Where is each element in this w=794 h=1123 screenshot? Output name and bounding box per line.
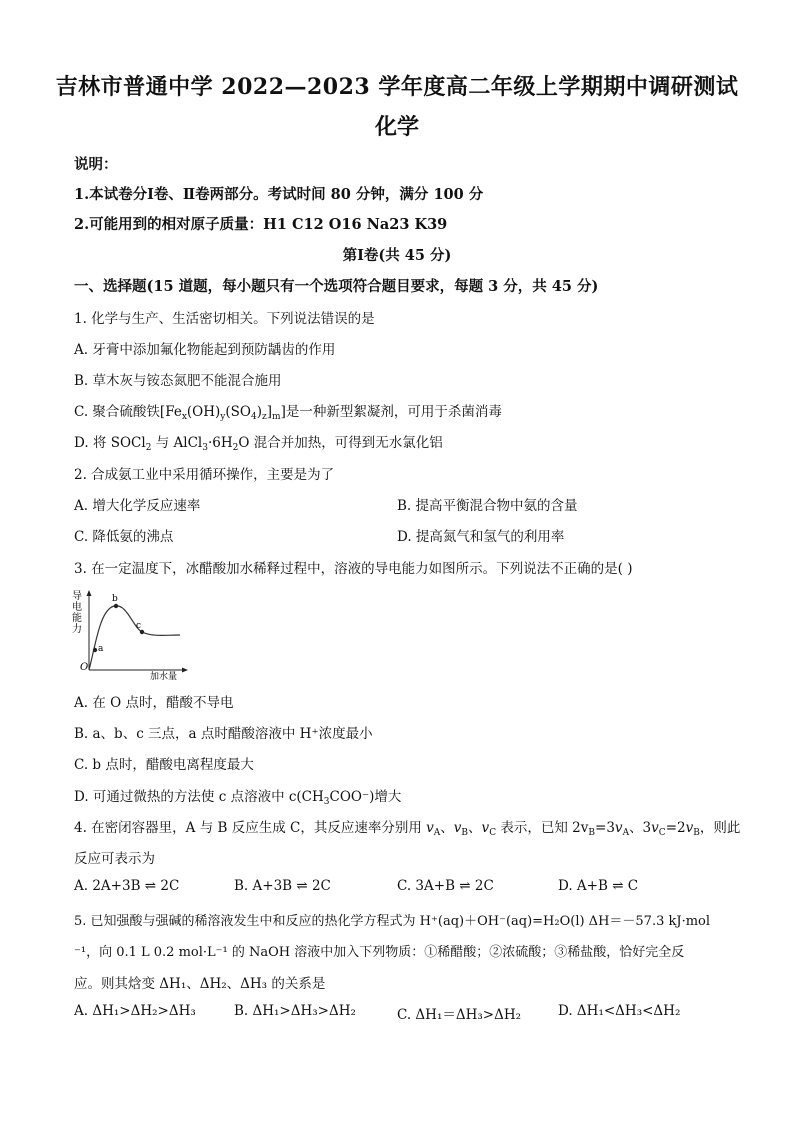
q5-option-c: C. ΔH₁＝ΔH₃>ΔH₂: [397, 1007, 522, 1023]
q2-option-b: B. 提高平衡混合物中氨的含量: [397, 498, 578, 514]
graph-label-c: c: [136, 621, 142, 631]
conductivity-graph: [72, 588, 192, 680]
part1-instruction: 一、选择题(15 道题，每小题只有一个选项符合题目要求，每题 3 分，共 45 分): [74, 278, 599, 295]
q2-option-c: C. 降低氨的沸点: [74, 529, 174, 545]
q5-stem: 5. 已知强酸与强碱的稀溶液发生中和反应的热化学方程式为 H⁺(aq)＋OH⁻(aq)=H₂O(l) ΔH＝－57.3 kJ·mol: [74, 914, 711, 929]
graph-point-a: [93, 648, 97, 652]
q3-option-a: A. 在 O 点时，醋酸不导电: [74, 695, 234, 711]
q5-option-d: D. ΔH₁<ΔH₃<ΔH₂: [558, 1003, 681, 1019]
graph-ylabel-4: 力: [72, 624, 82, 635]
notes-heading: 说明：: [74, 156, 118, 173]
graph-label-b: b: [112, 594, 118, 604]
graph-ylabel-1: 导: [72, 591, 82, 602]
graph-xlabel: 加水量: [150, 672, 178, 680]
q4-option-c: C. 3A+B ⇌ 2C: [397, 878, 494, 894]
q3-option-d: D. 可通过微热的方法使 c 点溶液中 $c(CH_3COO^-)$增大: [74, 789, 402, 807]
q4-stem: 4. 在密闭容器里，A 与 B 反应生成 C，其反应速率分别用 $v_A$、$v_B$、$v_C$ 表示，已知 $2v_B=3v_A$、$3v_C=2v_B$，则此: [74, 820, 741, 838]
q1-stem: 1. 化学与生产、生活密切相关。下列说法错误的是: [74, 311, 375, 327]
exam-subject: 化学: [374, 114, 419, 140]
q1-option-b: B. 草木灰与铵态氮肥不能混合施用: [74, 373, 282, 389]
q1-option-a: A. 牙膏中添加氟化物能起到预防龋齿的作用: [74, 342, 336, 358]
q5-line2: ⁻¹，向 0.1 L 0.2 mol·L⁻¹ 的 NaOH 溶液中加入下列物质：①稀醋酸；②浓硫酸；③稀盐酸，恰好完全反: [74, 945, 685, 960]
q5-line3: 应。则其焓变 ΔH₁、ΔH₂、ΔH₃ 的关系是: [74, 976, 326, 992]
q1-option-c: C. 聚合硫酸铁$[Fe_x(OH)_y(SO_4)_z]_m$]是一种新型絮凝剂，可用于杀菌消毒: [74, 404, 502, 422]
graph-point-b: [114, 604, 118, 608]
q2-option-d: D. 提高氮气和氢气的利用率: [397, 529, 565, 545]
q5-option-a: A. ΔH₁>ΔH₂>ΔH₃: [74, 1003, 196, 1019]
q3-stem: 3. 在一定温度下，冰醋酸加水稀释过程中，溶液的导电能力如图所示。下列说法不正确的是( ): [74, 561, 633, 577]
graph-ylabel-2: 电: [72, 602, 82, 613]
part1-title: 第Ⅰ卷(共 45 分): [342, 247, 452, 264]
q1-option-d: D. 将 SOCl$_2$ 与 $AlCl_3\cdot 6H_2O$ 混合并加热，可得到无水氯化铝: [74, 435, 443, 453]
q3-option-b: B. a、b、c 三点，a 点时醋酸溶液中 H⁺浓度最小: [74, 726, 373, 742]
q3-option-c: C. b 点时，醋酸电离程度最大: [74, 757, 254, 773]
q4-option-b: B. A+3B ⇌ 2C: [234, 878, 331, 894]
graph-origin: O: [80, 662, 89, 673]
q2-option-a: A. 增大化学反应速率: [74, 498, 201, 514]
q4-option-d: D. A+B ⇌ C: [558, 878, 639, 894]
note-2: 2.可能用到的相对原子质量：H1 C12 O16 Na23 K39: [74, 216, 448, 233]
graph-label-a: a: [98, 644, 104, 654]
graph-x-arrow: [182, 668, 188, 673]
note-1: 1.本试卷分Ⅰ卷、Ⅱ卷两部分。考试时间 80 分钟，满分 100 分: [74, 186, 484, 203]
exam-title: 吉林市普通中学 2022—2023 学年度高二年级上学期期中调研测试: [55, 74, 739, 100]
q4-option-a: A. 2A+3B ⇌ 2C: [74, 878, 180, 894]
graph-ylabel-3: 能: [72, 613, 82, 624]
conductivity-curve: [89, 606, 180, 670]
q5-option-b: B. ΔH₁>ΔH₃>ΔH₂: [234, 1003, 356, 1019]
graph-y-arrow: [87, 590, 92, 596]
q4-line2: 反应可表示为: [74, 851, 155, 867]
q2-stem: 2. 合成氨工业中采用循环操作，主要是为了: [74, 467, 335, 483]
